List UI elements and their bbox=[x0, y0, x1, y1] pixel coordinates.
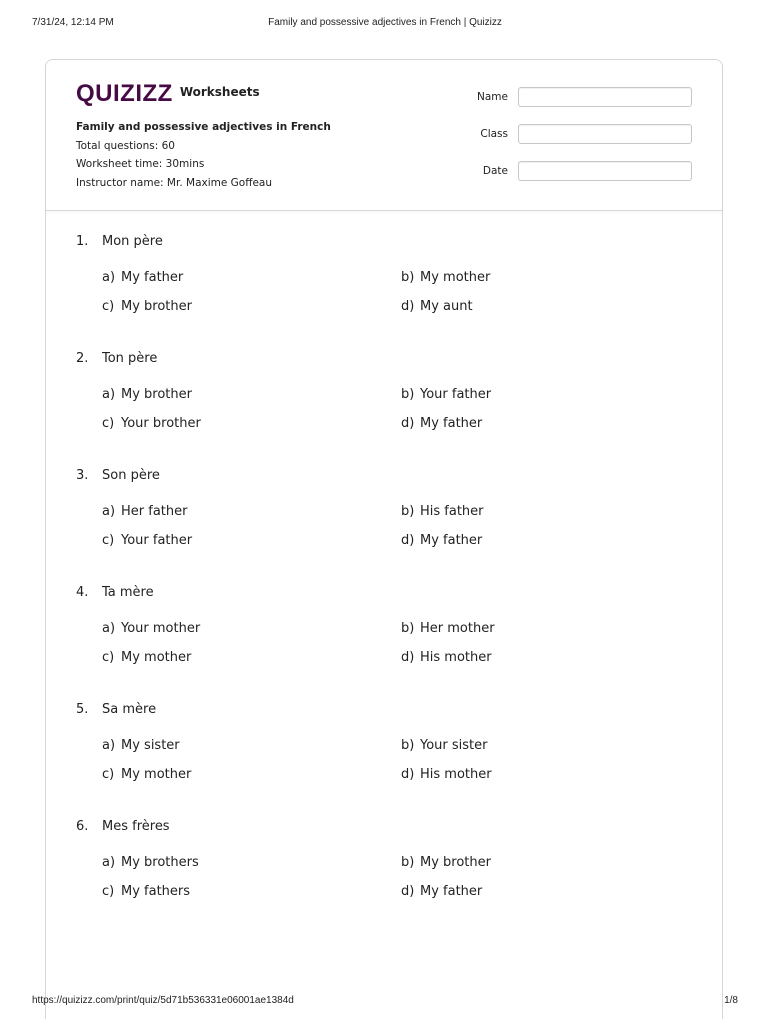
option-text: My fathers bbox=[121, 884, 191, 899]
option-text: My sister bbox=[121, 738, 180, 753]
option-letter: a) bbox=[102, 504, 116, 519]
option-text: My brother bbox=[121, 299, 192, 314]
question-line bbox=[76, 349, 696, 369]
option-letter: c) bbox=[102, 299, 115, 314]
question-number: 3. bbox=[76, 468, 89, 483]
brand bbox=[76, 80, 260, 108]
option-letter: b) bbox=[401, 504, 415, 519]
worksheet-time: Worksheet time: 30mins bbox=[76, 158, 205, 170]
answer-option bbox=[102, 648, 401, 667]
question-prompt: Ton père bbox=[102, 351, 158, 366]
option-text: Your mother bbox=[121, 621, 201, 636]
question-prompt: Mon père bbox=[102, 234, 163, 249]
option-text: My father bbox=[420, 416, 483, 431]
answer-option bbox=[401, 531, 696, 550]
option-text: My brother bbox=[121, 387, 192, 402]
option-text: My mother bbox=[121, 650, 192, 665]
option-text: My father bbox=[420, 533, 483, 548]
option-text: His mother bbox=[420, 767, 492, 782]
question-number: 2. bbox=[76, 351, 89, 366]
answer-option bbox=[102, 531, 401, 550]
option-text: Your sister bbox=[420, 738, 488, 753]
question-number: 5. bbox=[76, 702, 89, 717]
print-footer bbox=[32, 995, 738, 1009]
question-item bbox=[76, 232, 696, 349]
question-list bbox=[76, 232, 696, 934]
worksheet-title: Family and possessive adjectives in French bbox=[76, 121, 331, 133]
print-url: https://quizizz.com/print/quiz/5d71b536331e06001ae1384d bbox=[32, 995, 294, 1006]
option-text: My mother bbox=[121, 767, 192, 782]
option-letter: b) bbox=[401, 621, 415, 636]
print-page-number: 1/8 bbox=[724, 995, 738, 1006]
date-label: Date bbox=[482, 165, 508, 177]
option-letter: a) bbox=[102, 621, 116, 636]
question-item bbox=[76, 817, 696, 934]
option-letter: a) bbox=[102, 387, 116, 402]
question-line bbox=[76, 466, 696, 486]
worksheet-meta bbox=[76, 118, 331, 192]
answer-options bbox=[102, 502, 696, 550]
print-page-title: Family and possessive adjectives in French | Quizizz bbox=[268, 17, 502, 28]
class-field-row bbox=[446, 124, 694, 146]
question-prompt: Ta mère bbox=[102, 585, 154, 600]
answer-option bbox=[401, 268, 696, 287]
option-text: My aunt bbox=[420, 299, 473, 314]
option-text: My brother bbox=[420, 855, 491, 870]
answer-option bbox=[102, 853, 401, 872]
question-item bbox=[76, 700, 696, 817]
class-field[interactable] bbox=[518, 124, 692, 144]
answer-option bbox=[102, 385, 401, 404]
answer-options bbox=[102, 619, 696, 667]
print-header bbox=[32, 17, 738, 31]
option-text: His mother bbox=[420, 650, 492, 665]
worksheet-sheet bbox=[45, 59, 723, 1019]
option-letter: b) bbox=[401, 387, 415, 402]
answer-option bbox=[102, 765, 401, 784]
option-letter: c) bbox=[102, 533, 115, 548]
class-label: Class bbox=[480, 128, 508, 140]
total-questions: Total questions: 60 bbox=[76, 139, 175, 152]
option-letter: a) bbox=[102, 738, 116, 753]
date-field[interactable] bbox=[518, 161, 692, 181]
question-number: 6. bbox=[76, 819, 89, 834]
answer-option bbox=[102, 268, 401, 287]
answer-option bbox=[401, 853, 696, 872]
question-number: 4. bbox=[76, 585, 89, 600]
answer-option bbox=[102, 414, 401, 433]
answer-option bbox=[401, 502, 696, 521]
option-text: Your father bbox=[121, 533, 193, 548]
name-field[interactable] bbox=[518, 87, 692, 107]
option-letter: b) bbox=[401, 270, 415, 285]
option-letter: d) bbox=[401, 884, 415, 899]
answer-option bbox=[102, 502, 401, 521]
question-prompt: Mes frères bbox=[102, 819, 170, 834]
date-field-row bbox=[446, 161, 694, 183]
answer-option bbox=[102, 619, 401, 638]
option-letter: d) bbox=[401, 533, 415, 548]
answer-option bbox=[401, 736, 696, 755]
question-item bbox=[76, 349, 696, 466]
answer-option bbox=[102, 297, 401, 316]
option-letter: c) bbox=[102, 767, 115, 782]
option-text: My father bbox=[121, 270, 184, 285]
answer-options bbox=[102, 853, 696, 901]
question-number: 1. bbox=[76, 234, 89, 249]
answer-option bbox=[401, 619, 696, 638]
question-item bbox=[76, 583, 696, 700]
answer-option bbox=[102, 736, 401, 755]
name-label: Name bbox=[477, 91, 508, 103]
question-item bbox=[76, 466, 696, 583]
question-line bbox=[76, 583, 696, 603]
option-text: His father bbox=[420, 504, 484, 519]
answer-option bbox=[401, 414, 696, 433]
question-prompt: Son père bbox=[102, 468, 160, 483]
option-letter: b) bbox=[401, 855, 415, 870]
answer-option bbox=[401, 648, 696, 667]
question-line bbox=[76, 232, 696, 252]
answer-option bbox=[401, 882, 696, 901]
instructor-name: Instructor name: Mr. Maxime Goffeau bbox=[76, 176, 273, 189]
option-text: Your brother bbox=[121, 416, 201, 431]
question-line bbox=[76, 817, 696, 837]
answer-options bbox=[102, 385, 696, 433]
worksheet-header bbox=[46, 60, 722, 211]
option-letter: c) bbox=[102, 884, 115, 899]
quizizz-logo: QUIZIZZ bbox=[76, 80, 173, 107]
answer-option bbox=[401, 765, 696, 784]
answer-option bbox=[401, 385, 696, 404]
option-letter: b) bbox=[401, 738, 415, 753]
option-text: My brothers bbox=[121, 855, 199, 870]
option-letter: a) bbox=[102, 270, 116, 285]
option-letter: d) bbox=[401, 650, 415, 665]
option-letter: c) bbox=[102, 650, 115, 665]
option-text: Your father bbox=[420, 387, 492, 402]
option-letter: d) bbox=[401, 416, 415, 431]
question-line bbox=[76, 700, 696, 720]
option-letter: d) bbox=[401, 767, 415, 782]
question-prompt: Sa mère bbox=[102, 702, 157, 717]
option-text: My mother bbox=[420, 270, 491, 285]
answer-option bbox=[102, 882, 401, 901]
answer-options bbox=[102, 268, 696, 316]
print-datetime: 7/31/24, 12:14 PM bbox=[32, 17, 114, 28]
option-text: Her father bbox=[121, 504, 188, 519]
option-letter: c) bbox=[102, 416, 115, 431]
option-letter: a) bbox=[102, 855, 116, 870]
brand-section-label: Worksheets bbox=[179, 85, 260, 99]
name-field-row bbox=[446, 87, 694, 109]
answer-option bbox=[401, 297, 696, 316]
option-text: My father bbox=[420, 884, 483, 899]
answer-options bbox=[102, 736, 696, 784]
option-letter: d) bbox=[401, 299, 415, 314]
option-text: Her mother bbox=[420, 621, 495, 636]
